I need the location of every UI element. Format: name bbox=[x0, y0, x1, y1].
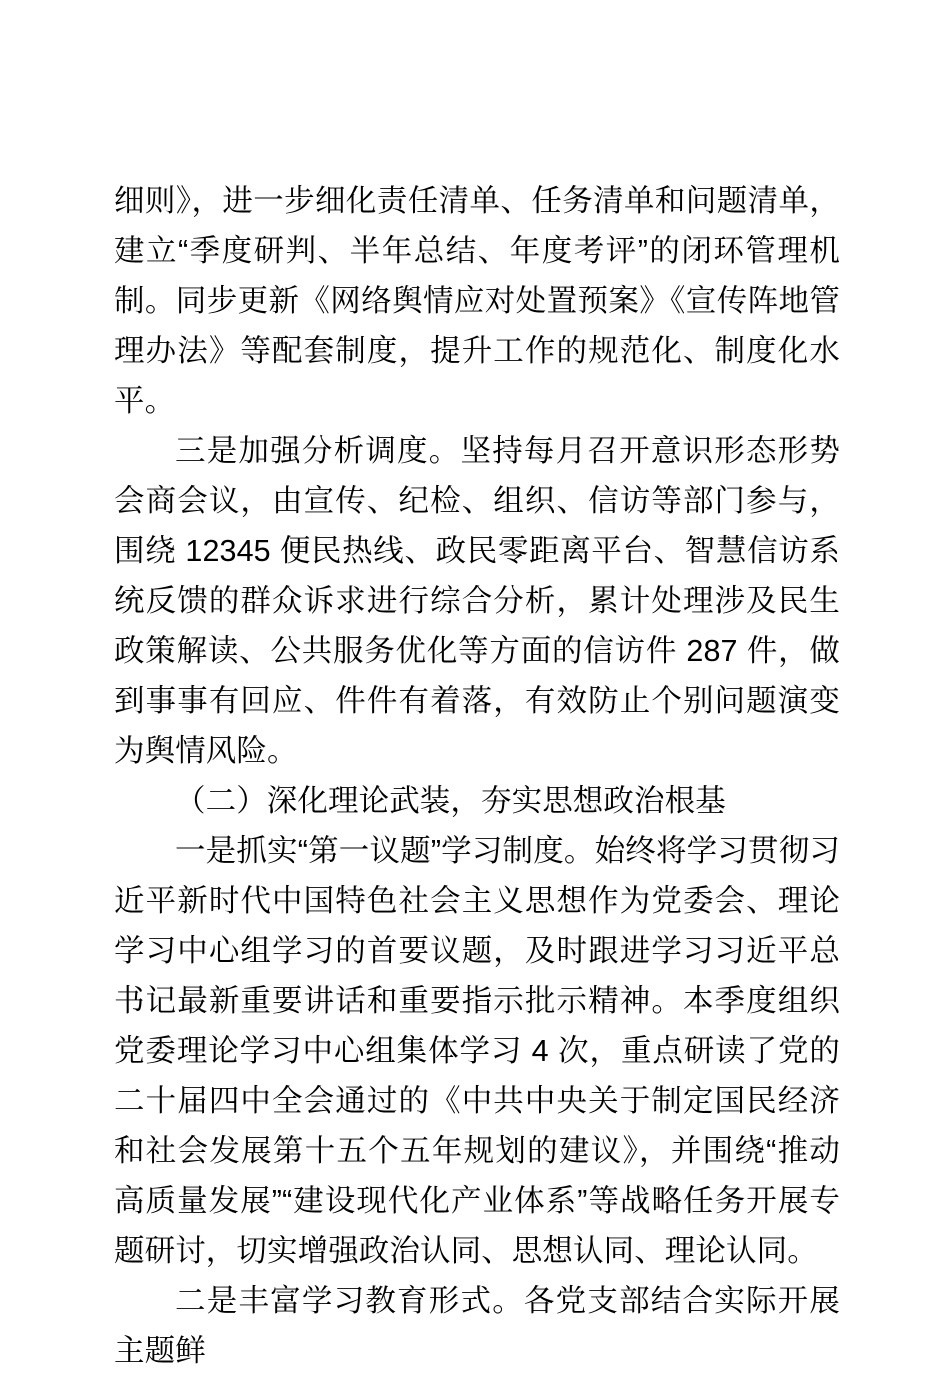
paragraph-analysis-scheduling: 三是加强分析调度。坚持每月召开意识形态形势会商会议，由宣传、纪检、组织、信访等部门参与，围绕 12345 便民热线、政民零距离平台、智慧信访系统反馈的群众诉求进行综合分析，累计处理涉及民生政策解读、公共服务优化等方面的信访件 287 件，做到事事有回应、件件有着落，有效防止个别问题演变为舆情风险。 bbox=[114, 434, 840, 768]
heading-section-two: （二）深化理论武装，夯实思想政治根基 bbox=[175, 784, 726, 818]
paragraph-institution-refinement: 细则》，进一步细化责任清单、任务清单和问题清单，建立“季度研判、半年总结、年度考评”的闭环管理机制。同步更新《网络舆情应对处置预案》《宣传阵地管理办法》等配套制度，提升工作的规范化、制度化水平。 bbox=[114, 184, 840, 418]
paragraph-enrich-education-forms: 二是丰富学习教育形式。各党支部结合实际开展主题鲜 bbox=[114, 1284, 840, 1368]
paragraph-first-topic-study: 一是抓实“第一议题”学习制度。始终将学习贯彻习近平新时代中国特色社会主义思想作为党委会、理论学习中心组学习的首要议题，及时跟进学习习近平总书记最新重要讲话和重要指示批示精神。本季度组织党委理论学习中心组集体学习 4 次，重点研读了党的二十届四中全会通过的《中共中央关于制定国民经济和社会发展第十五个五年规划的建议》，并围绕“推动高质量发展”“建设现代化产业体系”等战略任务开展专题研讨，切实增强政治认同、思想认同、理论认同。 bbox=[114, 834, 840, 1268]
document-body bbox=[114, 176, 840, 1376]
